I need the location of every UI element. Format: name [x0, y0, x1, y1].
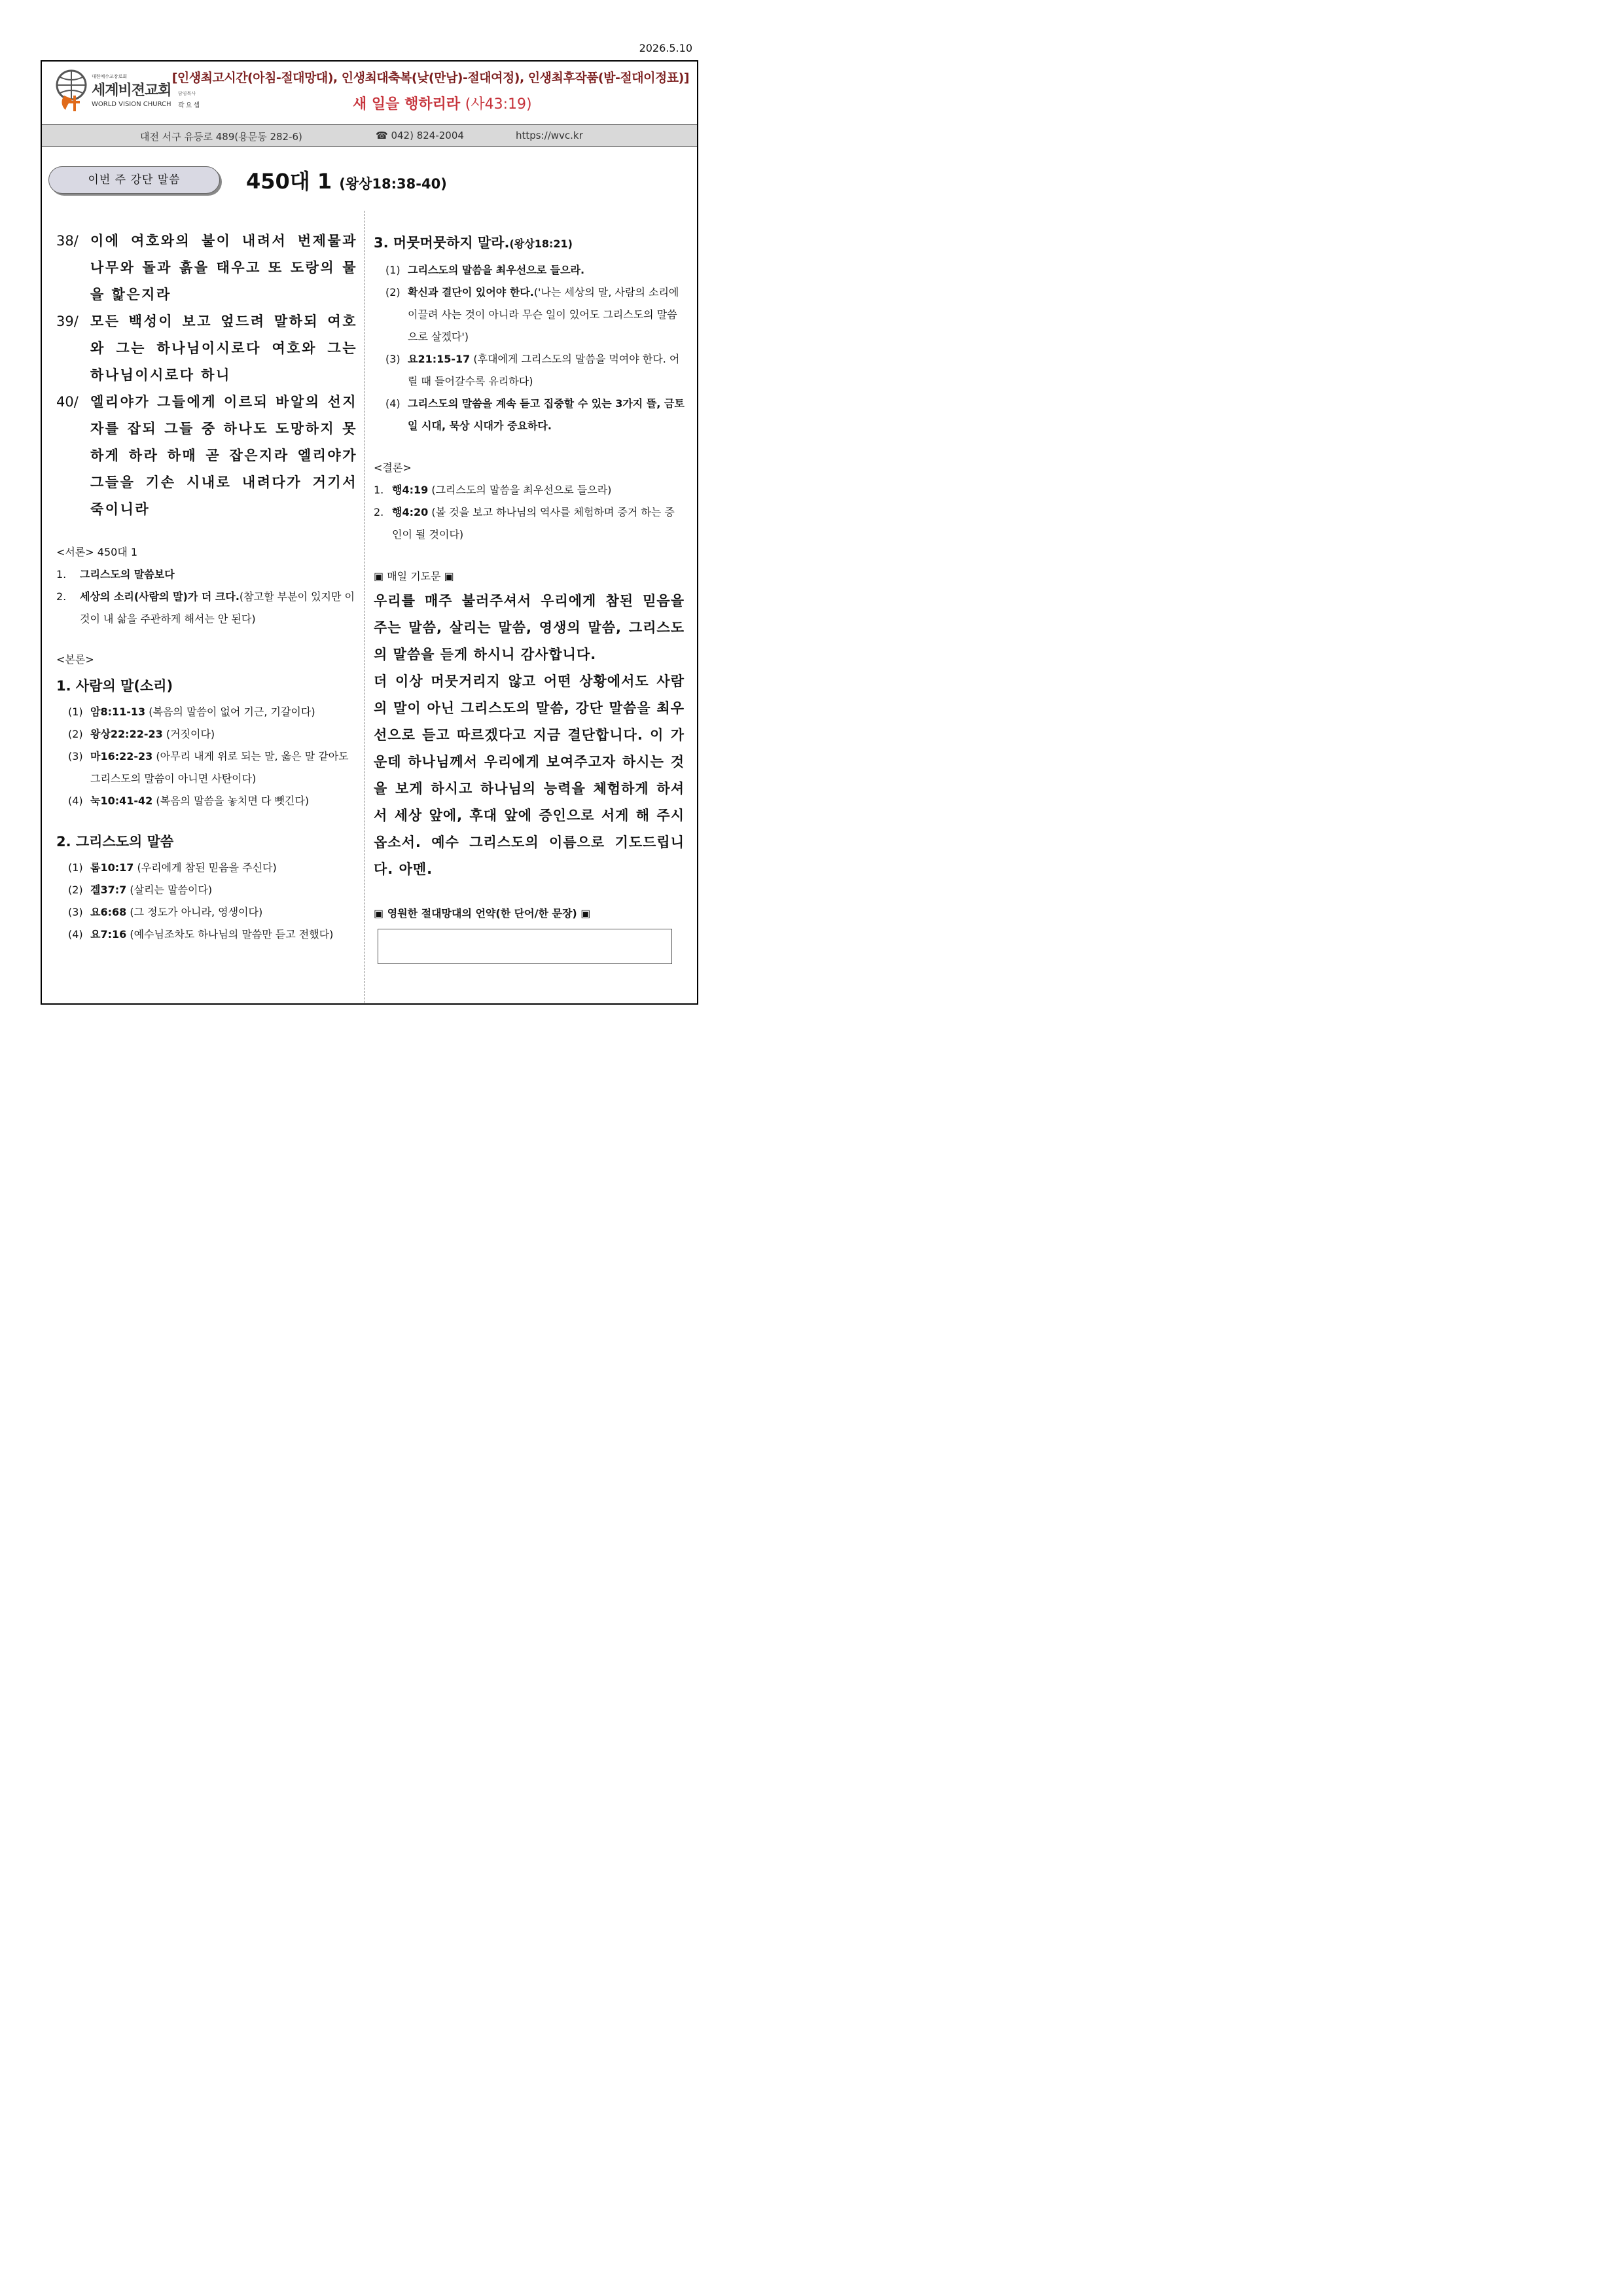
- denomination: 대한예수교장로회: [92, 74, 128, 79]
- item-bold: 행4:19: [392, 484, 429, 496]
- intro-heading: <서론> 450대 1: [56, 546, 138, 558]
- covenant-input-box[interactable]: [378, 929, 672, 964]
- prayer-heading: ▣ 매일 기도문 ▣: [374, 570, 454, 583]
- prayer-paragraph: 우리를 매주 불러주셔서 우리에게 참된 믿음을 주는 말씀, 살리는 말씀, 영생의 말씀, 그리스도의 말씀을 듣게 하시니 감사합니다.: [374, 593, 685, 662]
- item-bold: 요21:15-17: [408, 353, 471, 365]
- point1-item: [56, 745, 357, 790]
- point2-item: [56, 901, 357, 924]
- item-number: (3): [68, 750, 83, 762]
- item-text: (복음의 말씀을 놓치면 다 뺏긴다): [152, 795, 310, 807]
- item-number: 2.: [374, 506, 384, 518]
- point2-title: 2. 그리스도의 말씀: [56, 834, 174, 850]
- address-bar: [42, 124, 697, 147]
- item-bold: 롬10:17: [90, 861, 134, 874]
- item-bold: 행4:20: [392, 506, 429, 518]
- sermon-title: [246, 165, 447, 195]
- address: 대전 서구 유등로 489(용문동 282-6): [140, 131, 302, 143]
- verse-number: 39/: [56, 314, 79, 329]
- conclusion-item: [374, 501, 685, 546]
- item-bold: 눅10:41-42: [90, 795, 153, 807]
- motto-text: 새 일을 행하리라: [353, 96, 461, 113]
- verse: [56, 308, 357, 389]
- item-number: (3): [68, 906, 83, 918]
- item-bold: 그리스도의 말씀보다: [80, 568, 175, 581]
- issue-date: 2026.5.10: [639, 42, 692, 54]
- item-text: (예수님조차도 하나님의 말씀만 듣고 전했다): [126, 928, 334, 941]
- verse-text: 엘리야가 그들에게 이르되 바알의 선지자를 잡되 그들 중 하나도 도망하지 못하게 하라 하매 곧 잡은지라 엘리야가 그들을 기손 시내로 내려다가 거기서 죽이니라: [90, 394, 357, 517]
- point1-item: [56, 723, 357, 745]
- item-number: (4): [68, 928, 83, 941]
- item-number: (4): [68, 795, 83, 807]
- item-bold: 암8:11-13: [90, 706, 146, 718]
- annual-motto: [353, 93, 532, 113]
- item-bold: 요7:16: [90, 928, 127, 941]
- point2-item: [56, 857, 357, 879]
- item-text: (그리스도의 말씀을 최우선으로 들으라): [428, 484, 612, 496]
- verse: [56, 389, 357, 523]
- pastor-role: 담임목사: [178, 91, 196, 96]
- point2-item: [56, 924, 357, 946]
- church-name: 세계비젼교회: [92, 82, 171, 99]
- verse-number: 40/: [56, 394, 79, 410]
- phone: ☎ 042) 824-2004: [376, 130, 464, 141]
- item-number: (1): [68, 706, 83, 718]
- pastor-name: 곽요셉: [178, 102, 201, 109]
- item-bold: 마16:22-23: [90, 750, 153, 762]
- point3-title-text: 3. 머뭇머뭇하지 말라.: [374, 235, 510, 251]
- item-number: 2.: [56, 590, 67, 603]
- item-text: (아무리 내게 위로 되는 말, 옳은 말 같아도 그리스도의 말씀이 아니면 사탄이다): [90, 750, 349, 785]
- header: [42, 62, 697, 124]
- item-bold: 왕상22:22-23: [90, 728, 163, 740]
- item-number: (4): [385, 397, 401, 410]
- verse-number: 38/: [56, 233, 79, 249]
- item-text: (볼 것을 보고 하나님의 역사를 체험하며 증거 하는 증인이 될 것이다): [392, 506, 675, 541]
- item-bold: 그리스도의 말씀을 최우선으로 들으라.: [408, 264, 585, 276]
- item-text: (살리는 말씀이다): [126, 884, 213, 896]
- item-text: (그 정도가 아니라, 영생이다): [126, 906, 263, 918]
- item-number: (1): [385, 264, 401, 276]
- verse: [56, 228, 357, 308]
- item-number: (2): [68, 728, 83, 740]
- item-text: (후대에게 그리스도의 말씀을 먹여야 한다. 어릴 때 들어갈수록 유리하다): [408, 353, 680, 387]
- prayer-paragraph: 더 이상 머뭇거리지 않고 어떤 상황에서도 사람의 말이 아닌 그리스도의 말씀, 강단 말씀을 최우선으로 듣고 따르겠다고 지금 결단합니다. 이 가운데 하나님께서 우리에게 보여주고자 하시는 것을 보게 하시고 하나님의 능력을 체험하게 하셔서 세상 앞에, 후대 앞에 증인으로 서게 해 주시옵소서. 예수 그리스도의 이름으로 기도드립니다. 아멘.: [374, 673, 685, 877]
- item-number: 1.: [374, 484, 384, 496]
- item-number: 1.: [56, 568, 67, 581]
- body-heading: <본론>: [56, 653, 94, 666]
- church-name-en: WORLD VISION CHURCH: [92, 101, 171, 108]
- item-text: (거짓이다): [162, 728, 215, 740]
- website-link[interactable]: https://wvc.kr: [516, 130, 583, 141]
- verse-text: 모든 백성이 보고 엎드려 말하되 여호와 그는 하나님이시로다 여호와 그는 하나님이시로다 하니: [90, 314, 357, 383]
- item-text: (참고할 부분이 있지만 이것이 내 삶을 주관하게 해서는 안 된다): [80, 590, 355, 625]
- church-logo-icon: [54, 69, 89, 113]
- point2-item: [56, 879, 357, 901]
- point3-title: [374, 228, 685, 259]
- annual-theme: [인생최고시간(아침-절대망대), 인생최대축복(낮(만남)-절대여정), 인생최후작품(밤-절대이정표)]: [171, 71, 689, 85]
- left-column: [56, 228, 357, 946]
- point3-item: [374, 393, 685, 437]
- item-bold: 세상의 소리(사람의 말)가 더 크다.: [80, 590, 240, 603]
- item-bold: 요6:68: [90, 906, 127, 918]
- point3-item: [374, 259, 685, 281]
- intro-item: [56, 586, 357, 630]
- covenant-heading: ▣ 영원한 절대망대의 언약(한 단어/한 문장) ▣: [374, 907, 591, 920]
- item-text: (복음의 말씀이 없어 기근, 기갈이다): [145, 706, 315, 718]
- sermon-label: 이번 주 강단 말씀: [48, 166, 220, 194]
- item-bold: 겔37:7: [90, 884, 127, 896]
- item-text: ('나는 세상의 말, 사람의 소리에 이끌려 사는 것이 아니라 무슨 일이 있어도 그리스도의 말씀으로 살겠다'): [408, 286, 679, 343]
- conclusion-item: [374, 479, 685, 501]
- item-number: (3): [385, 353, 401, 365]
- sermon-title-text: 450대 1: [246, 169, 332, 194]
- item-text: (우리에게 참된 믿음을 주신다): [134, 861, 277, 874]
- point1-title: 1. 사람의 말(소리): [56, 678, 173, 694]
- right-column: [374, 228, 685, 964]
- item-number: (2): [68, 884, 83, 896]
- point3-ref: (왕상18:21): [509, 238, 573, 250]
- item-number: (1): [68, 861, 83, 874]
- intro-item: [56, 564, 357, 586]
- point3-item: [374, 348, 685, 393]
- bulletin-frame: [41, 60, 698, 1005]
- verse-text: 이에 여호와의 불이 내려서 번제물과 나무와 돌과 흙을 태우고 또 도랑의 물을 핥은지라: [90, 233, 357, 302]
- point1-item: [56, 790, 357, 812]
- point3-item: [374, 281, 685, 348]
- item-bold: 확신과 결단이 있어야 한다.: [408, 286, 534, 298]
- item-bold: 그리스도의 말씀을 계속 듣고 집중할 수 있는 3가지 뜰, 금토일 시대, 묵상 시대가 중요하다.: [408, 397, 685, 432]
- conclusion-heading: <결론>: [374, 461, 412, 474]
- motto-ref: (사43:19): [465, 96, 532, 113]
- item-number: (2): [385, 286, 401, 298]
- sermon-ref: (왕상18:38-40): [339, 176, 447, 192]
- point1-item: [56, 701, 357, 723]
